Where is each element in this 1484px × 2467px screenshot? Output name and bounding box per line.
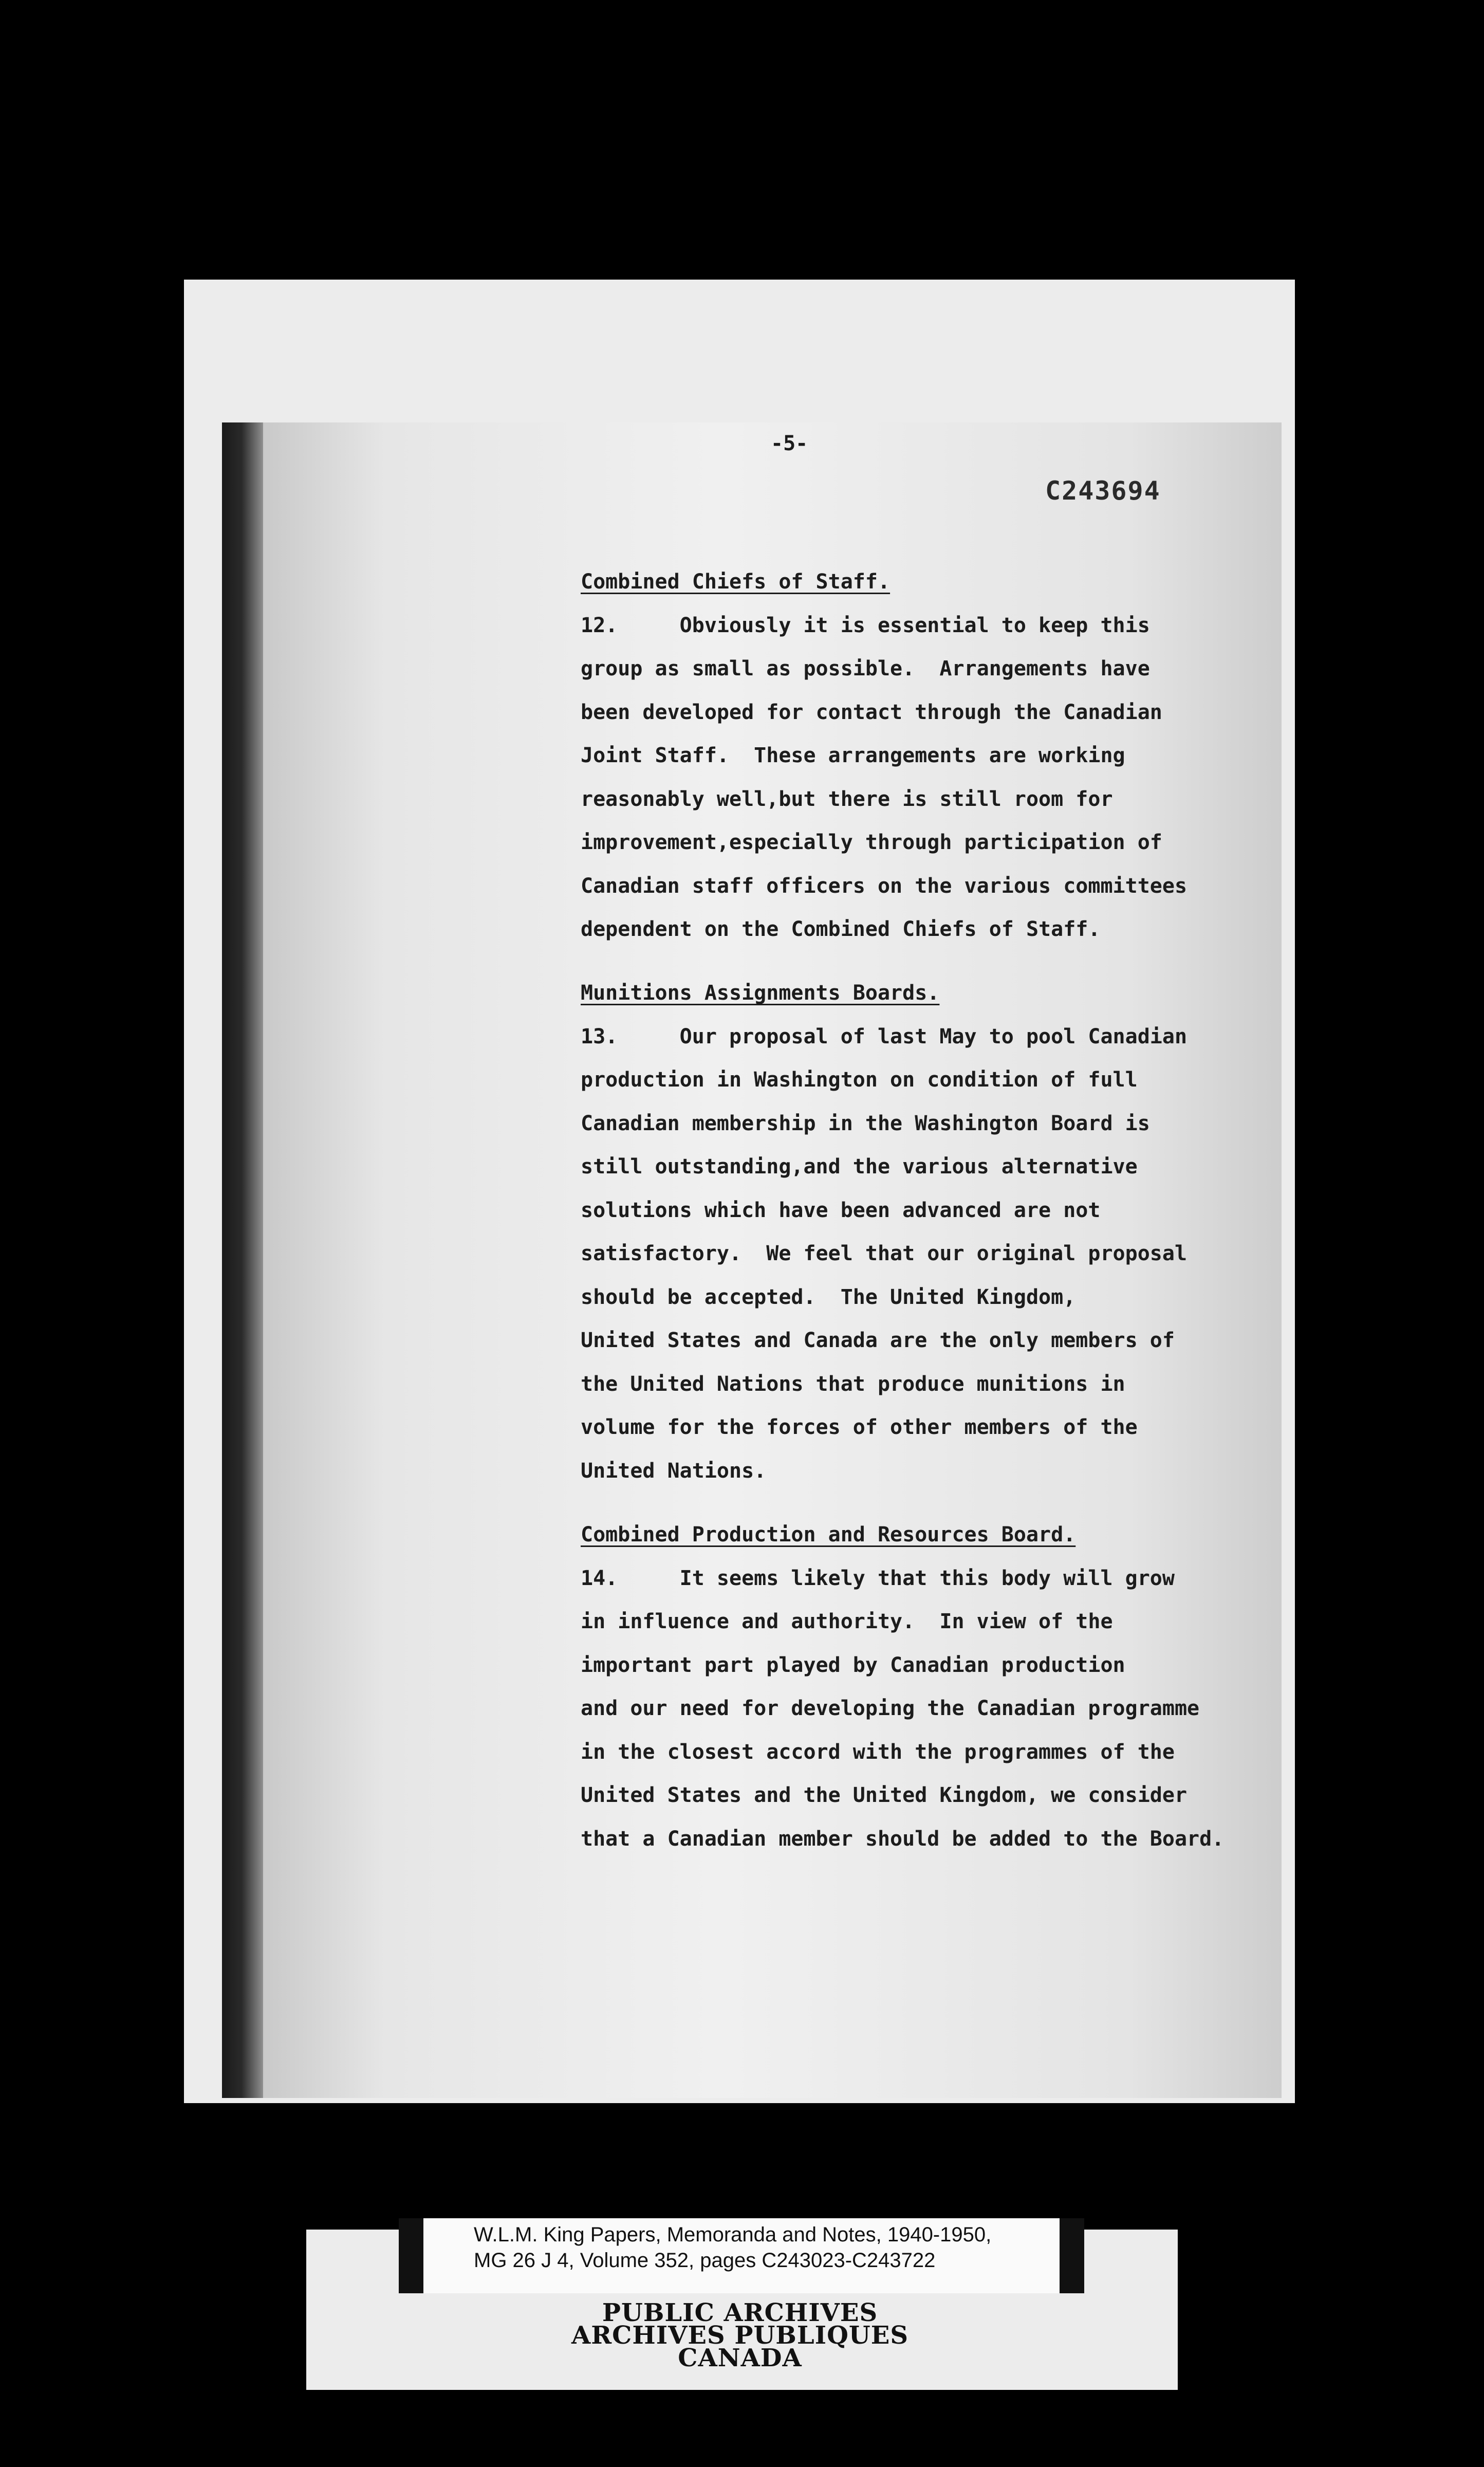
section-munitions-boards (581, 971, 1259, 1493)
text-line: United Nations. (581, 1459, 767, 1483)
text-line: Canadian membership in the Washington Board is (581, 1111, 1150, 1135)
text-line: been developed for contact through the Canadian (581, 700, 1162, 724)
text-line: in the closest accord with the programmes of the (581, 1740, 1175, 1764)
text-line: dependent on the Combined Chiefs of Staff. (581, 917, 1101, 941)
text-line: in influence and authority. In view of the (581, 1610, 1113, 1633)
archives-stamp-line: PUBLIC ARCHIVES (602, 2298, 878, 2327)
citation-line: W.L.M. King Papers, Memoranda and Notes, 1940-1950, (474, 2223, 992, 2246)
text-line: Canadian staff officers on the various committees (581, 874, 1188, 898)
text-line: United States and the United Kingdom, we consider (581, 1783, 1188, 1807)
text-line: Joint Staff. These arrangements are working (581, 744, 1125, 767)
document-number: C243694 (1045, 476, 1161, 506)
section-heading: Munitions Assignments Boards. (581, 981, 940, 1005)
text-line: important part played by Canadian production (581, 1653, 1125, 1677)
text-line: satisfactory. We feel that our original proposal (581, 1242, 1188, 1265)
text-line: improvement,especially through participation of (581, 831, 1162, 854)
section-combined-production (581, 1513, 1259, 1861)
archives-stamp-line: CANADA (678, 2344, 802, 2372)
label-dark-edge-left (399, 2218, 423, 2293)
label-dark-edge-right (1060, 2218, 1084, 2293)
text-line: volume for the forces of other members of the (581, 1415, 1138, 1439)
text-line: reasonably well,but there is still room for (581, 787, 1113, 811)
text-line: 13. Our proposal of last May to pool Canadian (581, 1024, 1188, 1048)
text-line: production in Washington on condition of full (581, 1068, 1138, 1092)
section-combined-chiefs (581, 560, 1259, 951)
section-heading: Combined Chiefs of Staff. (581, 570, 891, 594)
page-number: -5- (771, 432, 808, 455)
text-line: United States and Canada are the only members of (581, 1329, 1175, 1352)
text-line: solutions which have been advanced are not (581, 1198, 1101, 1222)
text-line: still outstanding,and the various alternative (581, 1155, 1138, 1179)
text-line: group as small as possible. Arrangements have (581, 657, 1150, 680)
text-line: 12. Obviously it is essential to keep this (581, 613, 1150, 637)
text-line: the United Nations that produce munitions in (581, 1372, 1125, 1396)
text-line: should be accepted. The United Kingdom, (581, 1285, 1076, 1309)
citation-line: MG 26 J 4, Volume 352, pages C243023-C243722 (474, 2249, 936, 2272)
text-line: that a Canadian member should be added to the Board. (581, 1827, 1225, 1851)
archives-stamp-line: ARCHIVES PUBLIQUES (571, 2321, 908, 2350)
text-line: and our need for developing the Canadian programme (581, 1697, 1200, 1720)
section-heading: Combined Production and Resources Board. (581, 1523, 1076, 1547)
text-line: 14. It seems likely that this body will grow (581, 1566, 1175, 1590)
